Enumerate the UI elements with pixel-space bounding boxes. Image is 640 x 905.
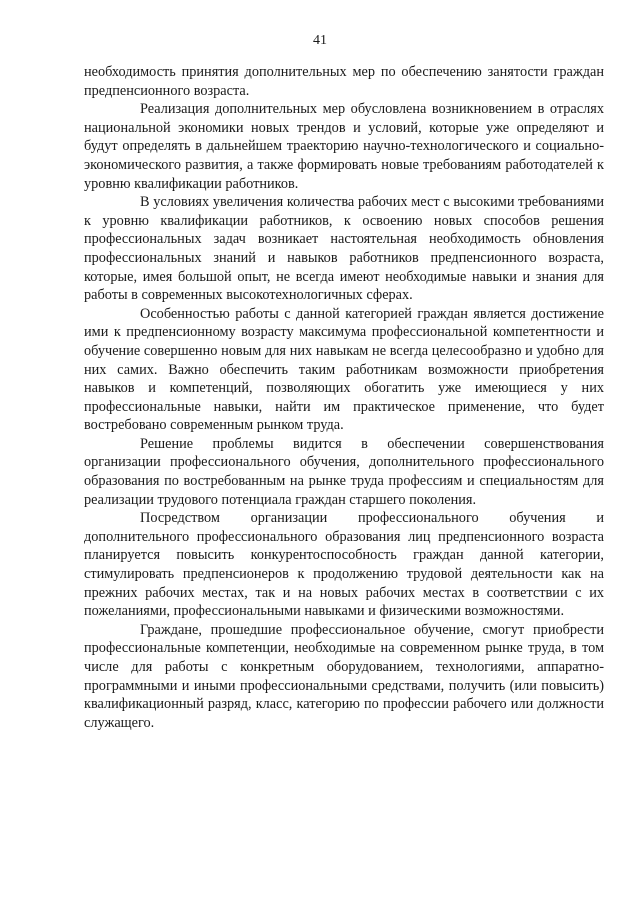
paragraph-features: Особенностью работы с данной категорией граждан является достижение ими к предпенсионному возрасту максимума профессиональной компетентности и обучение совершенно новым для них навыкам не всегда целесообразно и удобно для них самих. Важно обеспечить таким работникам возможности приобретения навыков и компетенций, позволяющих обогатить уже имеющиеся у них профессиональные навыки, найти им практическое применение, что будет востребовано современным рынком труда. <box>84 305 604 434</box>
paragraph-means: Посредством организации профессионального обучения и дополнительного профессионального образования лиц предпенсионного возраста планируется повысить конкурентоспособность граждан данной категории, стимулировать предпенсионеров к продолжению трудовой деятельности как на прежних рабочих местах, так и на новых рабочих местах в соответствии с их пожеланиями, профессиональными навыками и физическими возможностями. <box>84 510 604 620</box>
page-number: 41 <box>313 33 327 48</box>
document-body <box>84 63 604 732</box>
paragraph-implementation: Реализация дополнительных мер обусловлена возникновением в отраслях национальной экономики новых трендов и условий, которые уже определяют и будут определять в дальнейшем траекторию научно-технологического и социально-экономического развития, а также формировать новые требованиям работодателей к уровню квалификации работников. <box>84 101 604 192</box>
paragraph-conditions: В условиях увеличения количества рабочих мест с высокими требованиями к уровню квалификации работников, к освоению новых способов решения профессиональных задач возникает настоятельная необходимость обновления профессиональных знаний и навыков работников предпенсионного возраста, которые, имея большой опыт, не всегда имеют необходимые навыки и знания для работы в современных высокотехнологичных сферах. <box>84 194 604 304</box>
paragraph-solution: Решение проблемы видится в обеспечении совершенствования организации профессионального обучения, дополнительного профессионального образования по востребованным на рынке труда профессиям и специальностям для реализации трудового потенциала граждан старшего поколения. <box>84 435 604 508</box>
paragraph-continuation: необходимость принятия дополнительных мер по обеспечению занятости граждан предпенсионного возраста. <box>84 64 604 99</box>
paragraph-citizens: Граждане, прошедшие профессиональное обучение, смогут приобрести профессиональные компетенции, необходимые на современном рынке труда, в том числе для работы с конкретным оборудованием, технологиями, аппаратно-программными и иными профессиональными средствами, получить (или повысить) квалификационный разряд, класс, категорию по профессии рабочего или должности служащего. <box>84 621 604 731</box>
